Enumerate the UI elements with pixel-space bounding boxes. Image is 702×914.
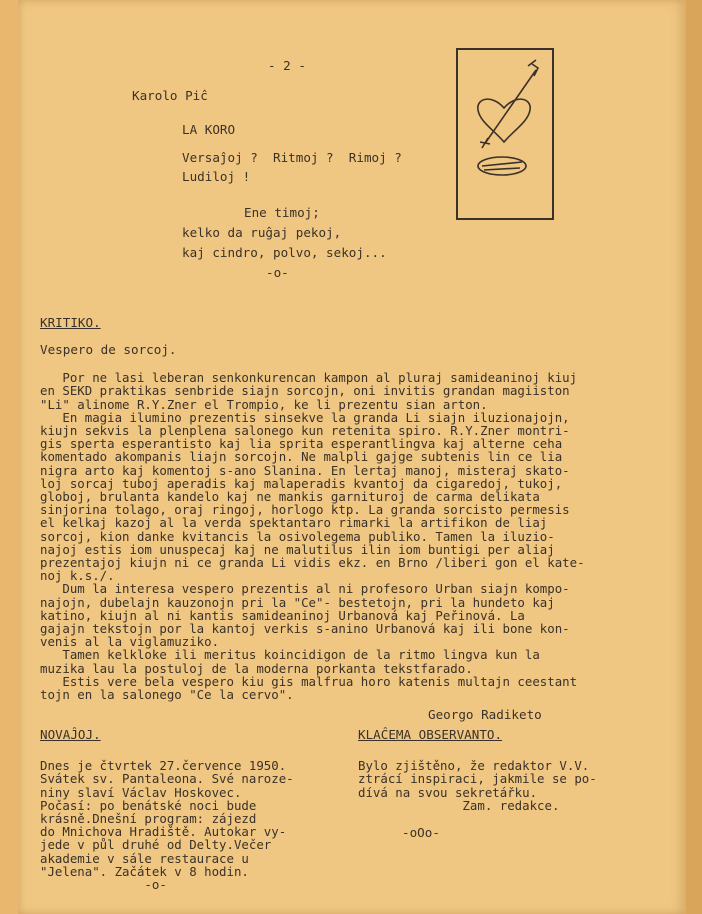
- poem-title: LA KORO: [182, 122, 236, 137]
- section-heading-kritiko: KRITIKO.: [40, 315, 101, 330]
- poem-line: kaj cindro, polvo, sekoj...: [182, 245, 387, 260]
- author: Karolo Piĉ: [132, 88, 208, 103]
- article-signature: Georgo Radiketo: [428, 707, 542, 722]
- article-subtitle: Vespero de sorcoj.: [40, 342, 177, 357]
- page-edge: [686, 0, 702, 914]
- heart-arrow-illustration: [458, 50, 552, 218]
- section-heading-novajoj: NOVAĴOJ.: [40, 727, 101, 742]
- klacema-body: Bylo zjištěno, že redaktor V.V. ztrácí inspiraci, jakmile se po- dívá na svou sekretářku. Zam. redakce.: [358, 758, 597, 813]
- novajoj-body: Dnes je čtvrtek 27.července 1950. Svátek sv. Pantaleona. Své naroze- niny slaví Václav Hoskovec. Počasí: po benátské noci bude krásně.Dnešní program: zájezd do Mnichova Hradiště. Autokar vy- jede v půl druhé od Delty.Večer akademie v sále restaurace u "Jelena". Začátek v 8 hodin. -o-: [40, 758, 294, 893]
- poem-line: Versaĵoj ? Ritmoj ? Rimoj ?: [182, 150, 402, 165]
- klacema-end-mark: -oOo-: [402, 825, 440, 840]
- poem-line: kelko da ruĝaj pekoj,: [182, 225, 342, 240]
- separator: -o-: [266, 265, 289, 280]
- poem-line: Ludiloj !: [182, 169, 251, 184]
- section-heading-klacema: KLAĈEMA OBSERVANTO.: [358, 727, 503, 742]
- poem-line: Ene timoj;: [244, 205, 320, 220]
- article-body: Por ne lasi leberan senkonkurencan kampon al pluraj samideaninoj kiuj en SEKD praktikas senbride siajn sorcojn, oni invitis grandan magiiston "Li" alinome R.Y.Zner el Trompio, ke li prezentu sian arton. En magia ilumino prezentis sinsekve la granda Li siajn iluzionajojn, kiujn sekvis la plenplena salonego kun retenita spiro. R.Y.Zner montri- gis sperta esperantisto kaj lia sprita esperantlingva kaj alterne ceha komentado akompanis liajn sorcojn. Ne malpli gajge subtenis lin ce lia nigra arto kaj komentoj s-ano Slanina. En lertaj manoj, misteraj skato- loj sorcaj tuboj aperadis kaj malaperadis kvantoj da cigaredoj, tukoj, globoj, brulanta kandelo kaj ne mankis garnituroj de carma delikata sinjorina tolago, oraj ringoj, horlogo ktp. La granda sorcisto permesis el kelkaj kazoj al la verda spektantaro rimarki la artifikon de liaj sorcoj, kion danke kvitancis la osivolegema publiko. Tamen la iluzio- najoj estis iom unuspecaj kaj ne malutilus ilin iom buntigi per aliaj prezentajoj kiujn ni ce granda Li vidis ekz. en Brno /liberi gon el kate- noj k.s./. Dum la interesa vespero prezentis al ni profesoro Urban siajn kompo- najojn, dubelajn kauzonojn pri la "Ce"- bestetojn, pri la hundeto kaj katino, kiujn al ni kantis samideaninoj Urbanová kaj Peřinová. La gajajn tekstojn por la kantoj verkis s-anino Urbanová kaj ili bone kon- venis al la viglamuziko. Tamen kelkloke ili meritus koincidigon de la ritmo lingva kun la muzika lau la postuloj de la moderna porkanta tekstfarado. Estis vere bela vespero kiu gis malfrua horo katenis multajn ceestant tojn en la salonego "Ce la cervo".: [40, 370, 585, 703]
- illustration-frame: [456, 48, 554, 220]
- page-number: - 2 -: [268, 58, 306, 73]
